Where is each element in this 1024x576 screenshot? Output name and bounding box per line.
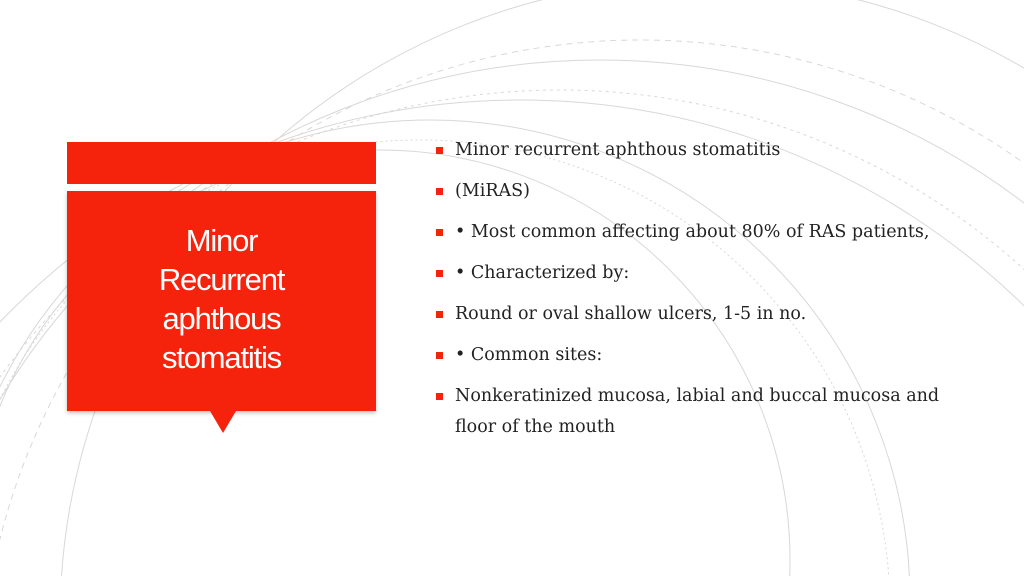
title-pointer bbox=[210, 411, 236, 433]
bullet-text: Nonkeratinized mucosa, labial and buccal mucosa and floor of the mouth bbox=[455, 386, 940, 437]
bullet-text: • Most common affecting about 80% of RAS patients, bbox=[455, 222, 930, 242]
bullet-text: Round or oval shallow ulcers, 1-5 in no. bbox=[455, 304, 807, 324]
bullet-item bbox=[436, 217, 976, 248]
title-line-3: aphthous bbox=[162, 301, 281, 336]
bullet-text: • Characterized by: bbox=[455, 263, 630, 283]
title-line-4: stomatitis bbox=[162, 340, 281, 375]
bullet-text: • Common sites: bbox=[455, 345, 603, 365]
title-line-1: Minor bbox=[185, 223, 258, 258]
square-bullet-icon bbox=[436, 311, 443, 318]
square-bullet-icon bbox=[436, 147, 443, 154]
accent-strip bbox=[67, 142, 376, 184]
title-box bbox=[67, 191, 376, 411]
bullet-text: Minor recurrent aphthous stomatitis bbox=[455, 140, 781, 160]
title-line-2: Recurrent bbox=[158, 262, 285, 297]
square-bullet-icon bbox=[436, 188, 443, 195]
bullet-item bbox=[436, 381, 976, 443]
bullet-item bbox=[436, 258, 976, 289]
bullet-text: (MiRAS) bbox=[455, 181, 530, 201]
bullet-item bbox=[436, 299, 976, 330]
square-bullet-icon bbox=[436, 270, 443, 277]
bullet-item bbox=[436, 340, 976, 371]
slide-title bbox=[67, 221, 376, 377]
bullet-list bbox=[436, 135, 976, 453]
bullet-item bbox=[436, 176, 976, 207]
square-bullet-icon bbox=[436, 393, 443, 400]
bullet-item bbox=[436, 135, 976, 166]
square-bullet-icon bbox=[436, 352, 443, 359]
square-bullet-icon bbox=[436, 229, 443, 236]
